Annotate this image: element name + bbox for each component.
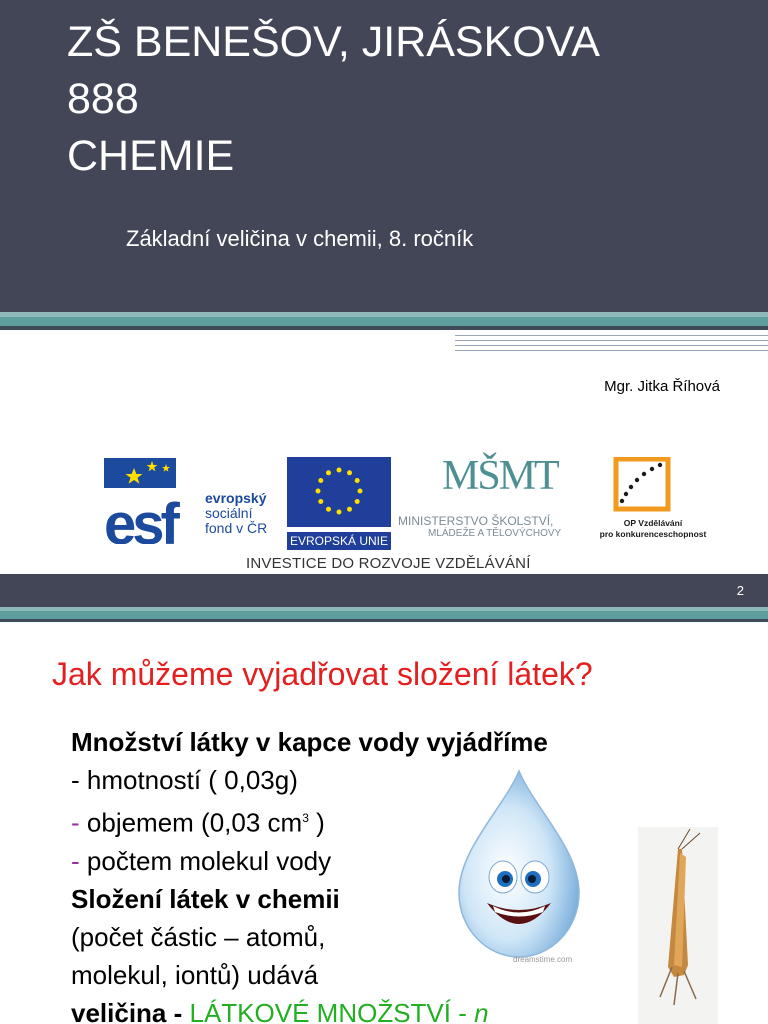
eu-caption: EVROPSKÁ UNIE	[287, 532, 391, 550]
moth-image	[638, 827, 718, 1024]
molecules-text: počtem molekul vody	[79, 845, 332, 876]
slide2-stripe-dark	[0, 619, 768, 622]
velicina-label: veličina -	[71, 997, 190, 1024]
content-slide	[0, 574, 768, 1024]
body-line-7: molekul, iontů) udává	[71, 959, 319, 990]
esf-line1: evropský	[205, 490, 267, 506]
esf-text	[205, 491, 267, 536]
bullet-dash: -	[71, 845, 80, 876]
decorative-lines	[455, 335, 768, 355]
body-line-6: (počet částic – atomů,	[71, 921, 326, 952]
stripe-dark	[0, 326, 768, 330]
esf-line2: sociální	[205, 505, 253, 521]
slide2-header-bar	[0, 574, 768, 607]
slide-title	[67, 14, 600, 185]
esf-line3: fond v ČR	[205, 520, 268, 536]
title-line-2: 888	[67, 75, 139, 123]
watermark: dreamstime.com	[513, 955, 573, 964]
svg-text:esf: esf	[104, 492, 176, 544]
op-line2: pro konkurenceschopnost	[599, 529, 707, 539]
body-line-8	[71, 994, 548, 1024]
op-logo	[598, 457, 708, 547]
slide2-title: Jak můžeme vyjadřovat složení látek?	[52, 656, 593, 692]
msmt-mark: MŠMT	[442, 453, 558, 499]
author: Mgr. Jitka Říhová	[604, 378, 720, 395]
latkove-mnozstvi: LÁTKOVÉ MNOŽSTVÍ -	[189, 997, 475, 1024]
superscript: 3	[302, 811, 309, 825]
op-line1: OP Vzdělávání	[623, 518, 683, 528]
msmt-logo	[398, 452, 578, 547]
water-drop-image	[455, 769, 583, 964]
msmt-line2: MLÁDEŽE A TĚLOVÝCHOVY	[428, 528, 562, 539]
slide2-stripe-teal	[0, 611, 768, 619]
body-line-2: - hmotností ( 0,03g)	[71, 765, 298, 795]
msmt-line1: MINISTERSTVO ŠKOLSTVÍ,	[398, 514, 554, 528]
eu-logo	[287, 457, 391, 548]
page-number: 2	[736, 583, 744, 598]
title-line-1: ZŠ BENEŠOV, JIRÁSKOVA	[67, 18, 600, 66]
stripe-teal	[0, 317, 768, 326]
op-text	[598, 518, 708, 540]
volume-text: objemem (0,03 cm	[79, 807, 303, 838]
volume-end: )	[308, 807, 325, 838]
symbol-n: n	[474, 997, 489, 1024]
body-line-1: Množství látky v kapce vody vyjádříme	[71, 727, 548, 757]
investice-caption: INVESTICE DO ROZVOJE VZDĚLÁVÁNÍ	[246, 555, 531, 572]
body-line-5: Složení látek v chemii	[71, 883, 340, 914]
bullet-dash: -	[71, 807, 80, 838]
title-line-3: CHEMIE	[67, 132, 235, 180]
logo-strip	[104, 452, 707, 572]
slide-subtitle: Základní veličina v chemii, 8. ročník	[126, 226, 474, 251]
